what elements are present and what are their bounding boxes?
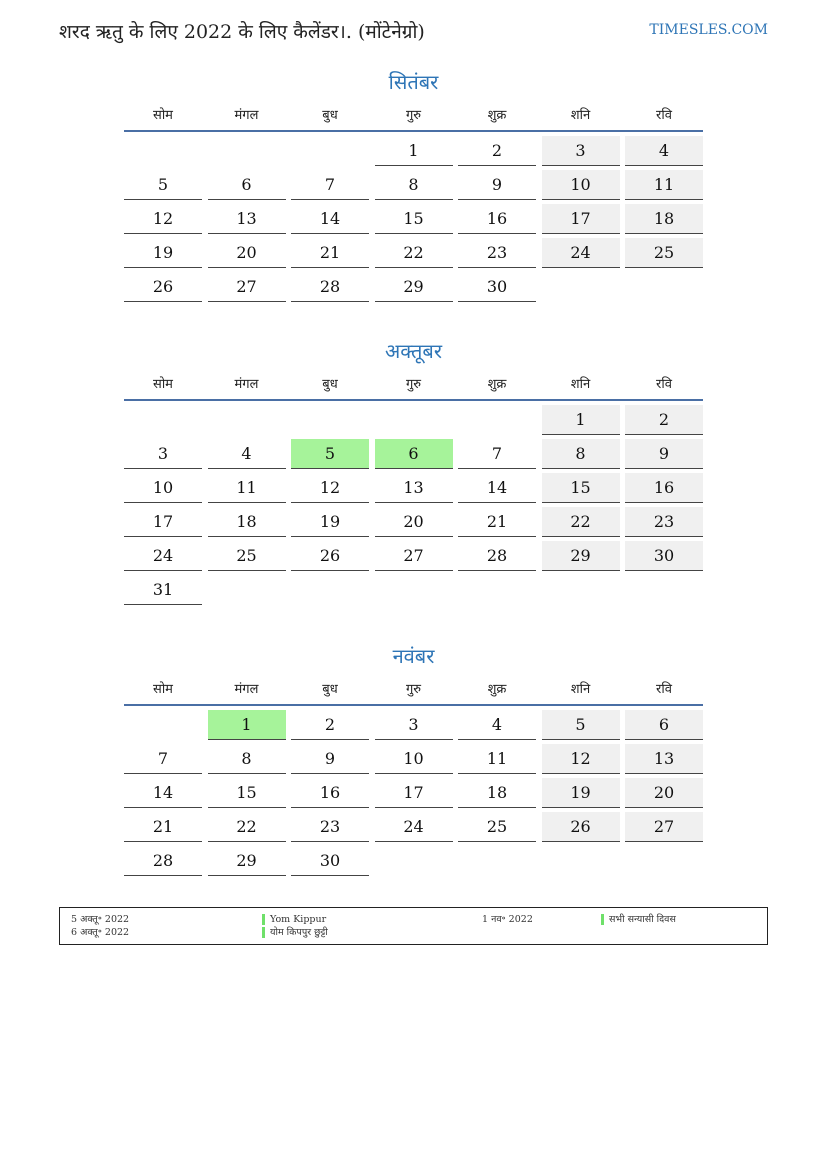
legend-holiday-name: Yom Kippur — [270, 914, 327, 925]
day-cell: 12 — [542, 744, 620, 774]
day-cell: 23 — [625, 507, 703, 537]
weekday-label: शुक्र — [487, 107, 507, 123]
day-cell: 1 — [375, 136, 453, 166]
empty-cell — [208, 136, 286, 166]
day-cell: 18 — [208, 507, 286, 537]
day-cell: 19 — [291, 507, 369, 537]
day-cell: 13 — [208, 204, 286, 234]
day-cell: 26 — [124, 272, 202, 302]
day-cell: 21 — [458, 507, 536, 537]
empty-cell — [291, 136, 369, 166]
day-cell: 9 — [458, 170, 536, 200]
weekday-label: गुरु — [405, 107, 422, 123]
empty-cell — [291, 405, 369, 435]
day-cell: 24 — [542, 238, 620, 268]
holiday-day-cell: 1 — [208, 710, 286, 740]
weekday-label: सोम — [153, 107, 173, 123]
day-cell: 17 — [542, 204, 620, 234]
empty-cell — [124, 710, 202, 740]
day-cell: 7 — [124, 744, 202, 774]
day-cell: 8 — [375, 170, 453, 200]
day-cell: 9 — [625, 439, 703, 469]
day-cell: 6 — [208, 170, 286, 200]
weekday-label: शुक्र — [487, 681, 507, 697]
weekday-label: मंगल — [234, 681, 259, 697]
day-cell: 3 — [542, 136, 620, 166]
weekday-header — [124, 671, 703, 706]
day-cell: 29 — [542, 541, 620, 571]
day-cell: 3 — [124, 439, 202, 469]
legend-holiday-name: सभी सन्यासी दिवस — [609, 914, 676, 925]
day-cell: 20 — [625, 778, 703, 808]
day-cell: 29 — [208, 846, 286, 876]
day-cell: 8 — [542, 439, 620, 469]
day-cell: 4 — [458, 710, 536, 740]
legend-date: 1 नव॰ 2022 — [482, 914, 533, 925]
day-cell: 19 — [124, 238, 202, 268]
day-cell: 27 — [375, 541, 453, 571]
legend-holiday — [601, 914, 676, 926]
day-cell: 30 — [458, 272, 536, 302]
empty-cell — [124, 136, 202, 166]
day-cell: 14 — [291, 204, 369, 234]
legend-color-marker — [262, 914, 265, 925]
day-cell: 10 — [124, 473, 202, 503]
weekday-label: बुध — [322, 107, 338, 123]
day-cell: 14 — [124, 778, 202, 808]
day-cell: 5 — [542, 710, 620, 740]
site-link[interactable]: TIMESLES.COM — [649, 22, 768, 38]
day-cell: 18 — [625, 204, 703, 234]
month-september — [124, 67, 703, 302]
empty-cell — [375, 405, 453, 435]
day-cell: 15 — [375, 204, 453, 234]
month-november — [124, 641, 703, 876]
empty-cell — [208, 405, 286, 435]
day-cell: 15 — [208, 778, 286, 808]
day-cell: 28 — [124, 846, 202, 876]
day-cell: 28 — [291, 272, 369, 302]
day-cell: 10 — [542, 170, 620, 200]
day-cell: 12 — [291, 473, 369, 503]
weekday-label: सोम — [153, 681, 173, 697]
weekday-label: बुध — [322, 681, 338, 697]
weekday-header — [124, 366, 703, 401]
day-cell: 24 — [375, 812, 453, 842]
legend-holiday — [262, 927, 328, 939]
weekday-label: शनि — [570, 681, 591, 697]
day-cell: 10 — [375, 744, 453, 774]
holiday-day-cell: 5 — [291, 439, 369, 469]
day-cell: 23 — [291, 812, 369, 842]
day-cell: 18 — [458, 778, 536, 808]
day-cell: 19 — [542, 778, 620, 808]
weekday-label: मंगल — [234, 376, 259, 392]
day-cell: 16 — [291, 778, 369, 808]
day-cell: 26 — [542, 812, 620, 842]
day-cell: 11 — [625, 170, 703, 200]
day-grid — [124, 405, 703, 605]
legend-holiday — [262, 914, 326, 926]
day-cell: 22 — [375, 238, 453, 268]
legend-date: 5 अक्तू॰ 2022 — [71, 914, 130, 925]
weekday-label: गुरु — [405, 376, 422, 392]
day-grid — [124, 136, 703, 302]
day-cell: 21 — [124, 812, 202, 842]
day-cell: 25 — [208, 541, 286, 571]
weekday-label: शनि — [570, 107, 591, 123]
day-cell: 17 — [375, 778, 453, 808]
day-cell: 27 — [208, 272, 286, 302]
day-cell: 7 — [458, 439, 536, 469]
month-title: अक्तूबर — [385, 339, 442, 363]
day-cell: 2 — [291, 710, 369, 740]
legend-date: 6 अक्तू॰ 2022 — [71, 927, 130, 938]
weekday-label: गुरु — [405, 681, 422, 697]
day-cell: 22 — [542, 507, 620, 537]
day-cell: 15 — [542, 473, 620, 503]
weekday-label: रवि — [656, 681, 672, 697]
month-title: सितंबर — [388, 70, 439, 94]
day-cell: 23 — [458, 238, 536, 268]
day-cell: 27 — [625, 812, 703, 842]
day-cell: 25 — [625, 238, 703, 268]
day-cell: 22 — [208, 812, 286, 842]
day-cell: 26 — [291, 541, 369, 571]
weekday-label: रवि — [656, 376, 672, 392]
weekday-label: बुध — [322, 376, 338, 392]
day-cell: 25 — [458, 812, 536, 842]
holiday-legend — [59, 907, 768, 945]
legend-color-marker — [601, 914, 604, 925]
day-cell: 3 — [375, 710, 453, 740]
day-cell: 16 — [458, 204, 536, 234]
day-cell: 14 — [458, 473, 536, 503]
day-cell: 9 — [291, 744, 369, 774]
weekday-label: सोम — [153, 376, 173, 392]
weekday-label: शनि — [570, 376, 591, 392]
month-october — [124, 336, 703, 605]
day-cell: 20 — [208, 238, 286, 268]
holiday-day-cell: 6 — [375, 439, 453, 469]
day-cell: 5 — [124, 170, 202, 200]
weekday-label: रवि — [656, 107, 672, 123]
page-title: शरद ऋतु के लिए 2022 के लिए कैलेंडर।. (मोंटेनेग्रो) — [59, 21, 425, 43]
legend-holiday-name: योम किपपुर छुट्टी — [270, 927, 328, 938]
day-cell: 31 — [124, 575, 202, 605]
day-cell: 4 — [208, 439, 286, 469]
weekday-header — [124, 97, 703, 132]
day-cell: 2 — [625, 405, 703, 435]
day-cell: 30 — [625, 541, 703, 571]
day-cell: 7 — [291, 170, 369, 200]
day-cell: 13 — [625, 744, 703, 774]
day-cell: 2 — [458, 136, 536, 166]
day-cell: 11 — [458, 744, 536, 774]
day-cell: 1 — [542, 405, 620, 435]
day-cell: 4 — [625, 136, 703, 166]
legend-color-marker — [262, 927, 265, 938]
weekday-label: मंगल — [234, 107, 259, 123]
day-cell: 20 — [375, 507, 453, 537]
empty-cell — [458, 405, 536, 435]
day-cell: 30 — [291, 846, 369, 876]
day-cell: 11 — [208, 473, 286, 503]
day-cell: 13 — [375, 473, 453, 503]
day-cell: 8 — [208, 744, 286, 774]
day-cell: 6 — [625, 710, 703, 740]
empty-cell — [124, 405, 202, 435]
weekday-label: शुक्र — [487, 376, 507, 392]
day-cell: 17 — [124, 507, 202, 537]
month-title: नवंबर — [392, 644, 435, 668]
day-cell: 29 — [375, 272, 453, 302]
day-cell: 28 — [458, 541, 536, 571]
day-cell: 24 — [124, 541, 202, 571]
day-grid — [124, 710, 703, 876]
day-cell: 12 — [124, 204, 202, 234]
day-cell: 21 — [291, 238, 369, 268]
day-cell: 16 — [625, 473, 703, 503]
